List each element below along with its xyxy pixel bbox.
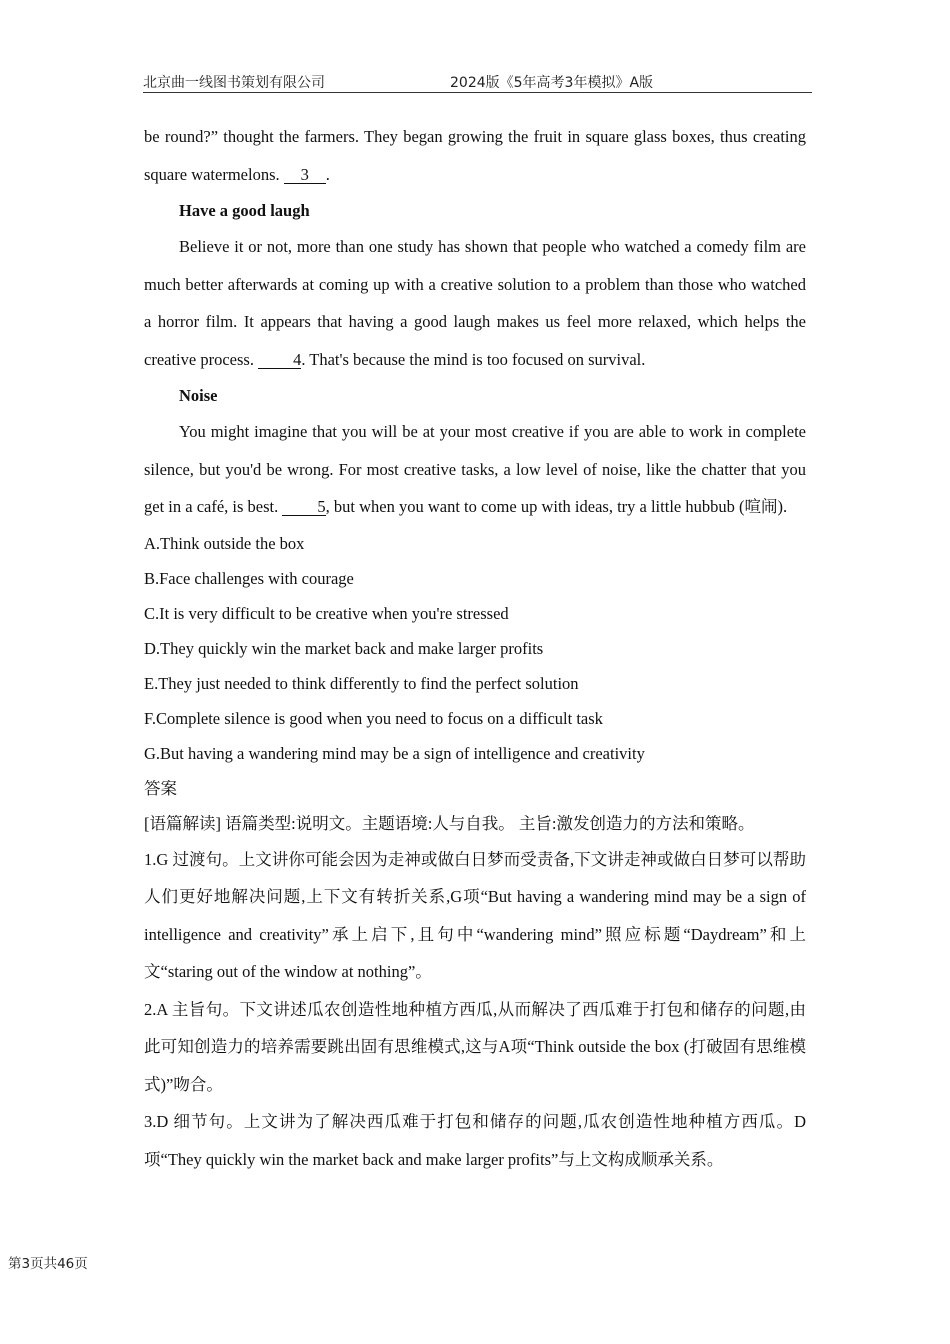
explanation-item: 1.G 过渡句。上文讲你可能会因为走神或做白日梦而受责备,下文讲走神或做白日梦可以帮助人们更好地解决问题,上下文有转折关系,G项“But having a wandering mind may be a sign of intelligence and creativity”承上启下,且句中“wandering mind”照应标题“Daydream”和上文“staring out of the window at nothing”。 [144, 849, 806, 981]
passage-analysis: [语篇解读] 语篇类型:说明文。主题语境:人与自我。 主旨:激发创造力的方法和策略。 [144, 813, 755, 833]
section-heading-noise: Noise [179, 386, 218, 405]
option-item: A.Think outside the box [144, 533, 305, 553]
option-item: E.They just needed to think differently to find the perfect solution [144, 673, 579, 693]
option-item: B.Face challenges with courage [144, 568, 354, 588]
paragraph-laugh: Believe it or not, more than one study has shown that people who watched a comedy film are much better afterwards at coming up with a creative solution to a problem than those who watched a horror film. It appears that having a good laugh makes us feel more relaxed, which helps the creative process. 4. That's because the mind is too focused on survival. [144, 237, 806, 369]
answer-blank-5: 5 [282, 498, 325, 516]
options-list [144, 526, 806, 771]
paragraph-continued: be round?” thought the farmers. They began growing the fruit in square glass boxes, thus creating square watermelons. 3 . [144, 127, 806, 184]
option-item: G.But having a wandering mind may be a sign of intelligence and creativity [144, 743, 645, 763]
explanation-item: 3.D 细节句。上文讲为了解决西瓜难于打包和储存的问题,瓜农创造性地种植方西瓜。D项“They quickly win the market back and make larger profits”与上文构成顺承关系。 [144, 1112, 806, 1169]
option-item: C.It is very difficult to be creative when you're stressed [144, 603, 509, 623]
answer-label: 答案 [144, 778, 177, 798]
explanation-item: 2.A 主旨句。下文讲述瓜农创造性地种植方西瓜,从而解决了西瓜难于打包和储存的问题,由此可知创造力的培养需要跳出固有思维模式,这与A项“Think outside the box (打破固有思维模式)”吻合。 [144, 999, 806, 1094]
option-item: D.They quickly win the market back and make larger profits [144, 638, 544, 658]
answer-blank-4: 4 [258, 351, 301, 369]
document-body [144, 118, 806, 1178]
paragraph-noise: You might imagine that you will be at your most creative if you are able to work in complete silence, but you'd be wrong. For most creative tasks, a low level of noise, like the chatter that you get in a café, is best. 5, but when you want to come up with ideas, try a little hubbub (喧闹). [144, 422, 806, 516]
section-heading-laugh: Have a good laugh [179, 201, 310, 220]
page-header [143, 66, 812, 93]
page-number: 第3页共46页 [8, 1256, 88, 1272]
edition-title: 2024版《5年高考3年模拟》A版 [450, 75, 654, 91]
answer-blank-3: 3 [284, 166, 326, 184]
option-item: F.Complete silence is good when you need to focus on a difficult task [144, 708, 603, 728]
publisher-name: 北京曲一线图书策划有限公司 [143, 75, 325, 91]
